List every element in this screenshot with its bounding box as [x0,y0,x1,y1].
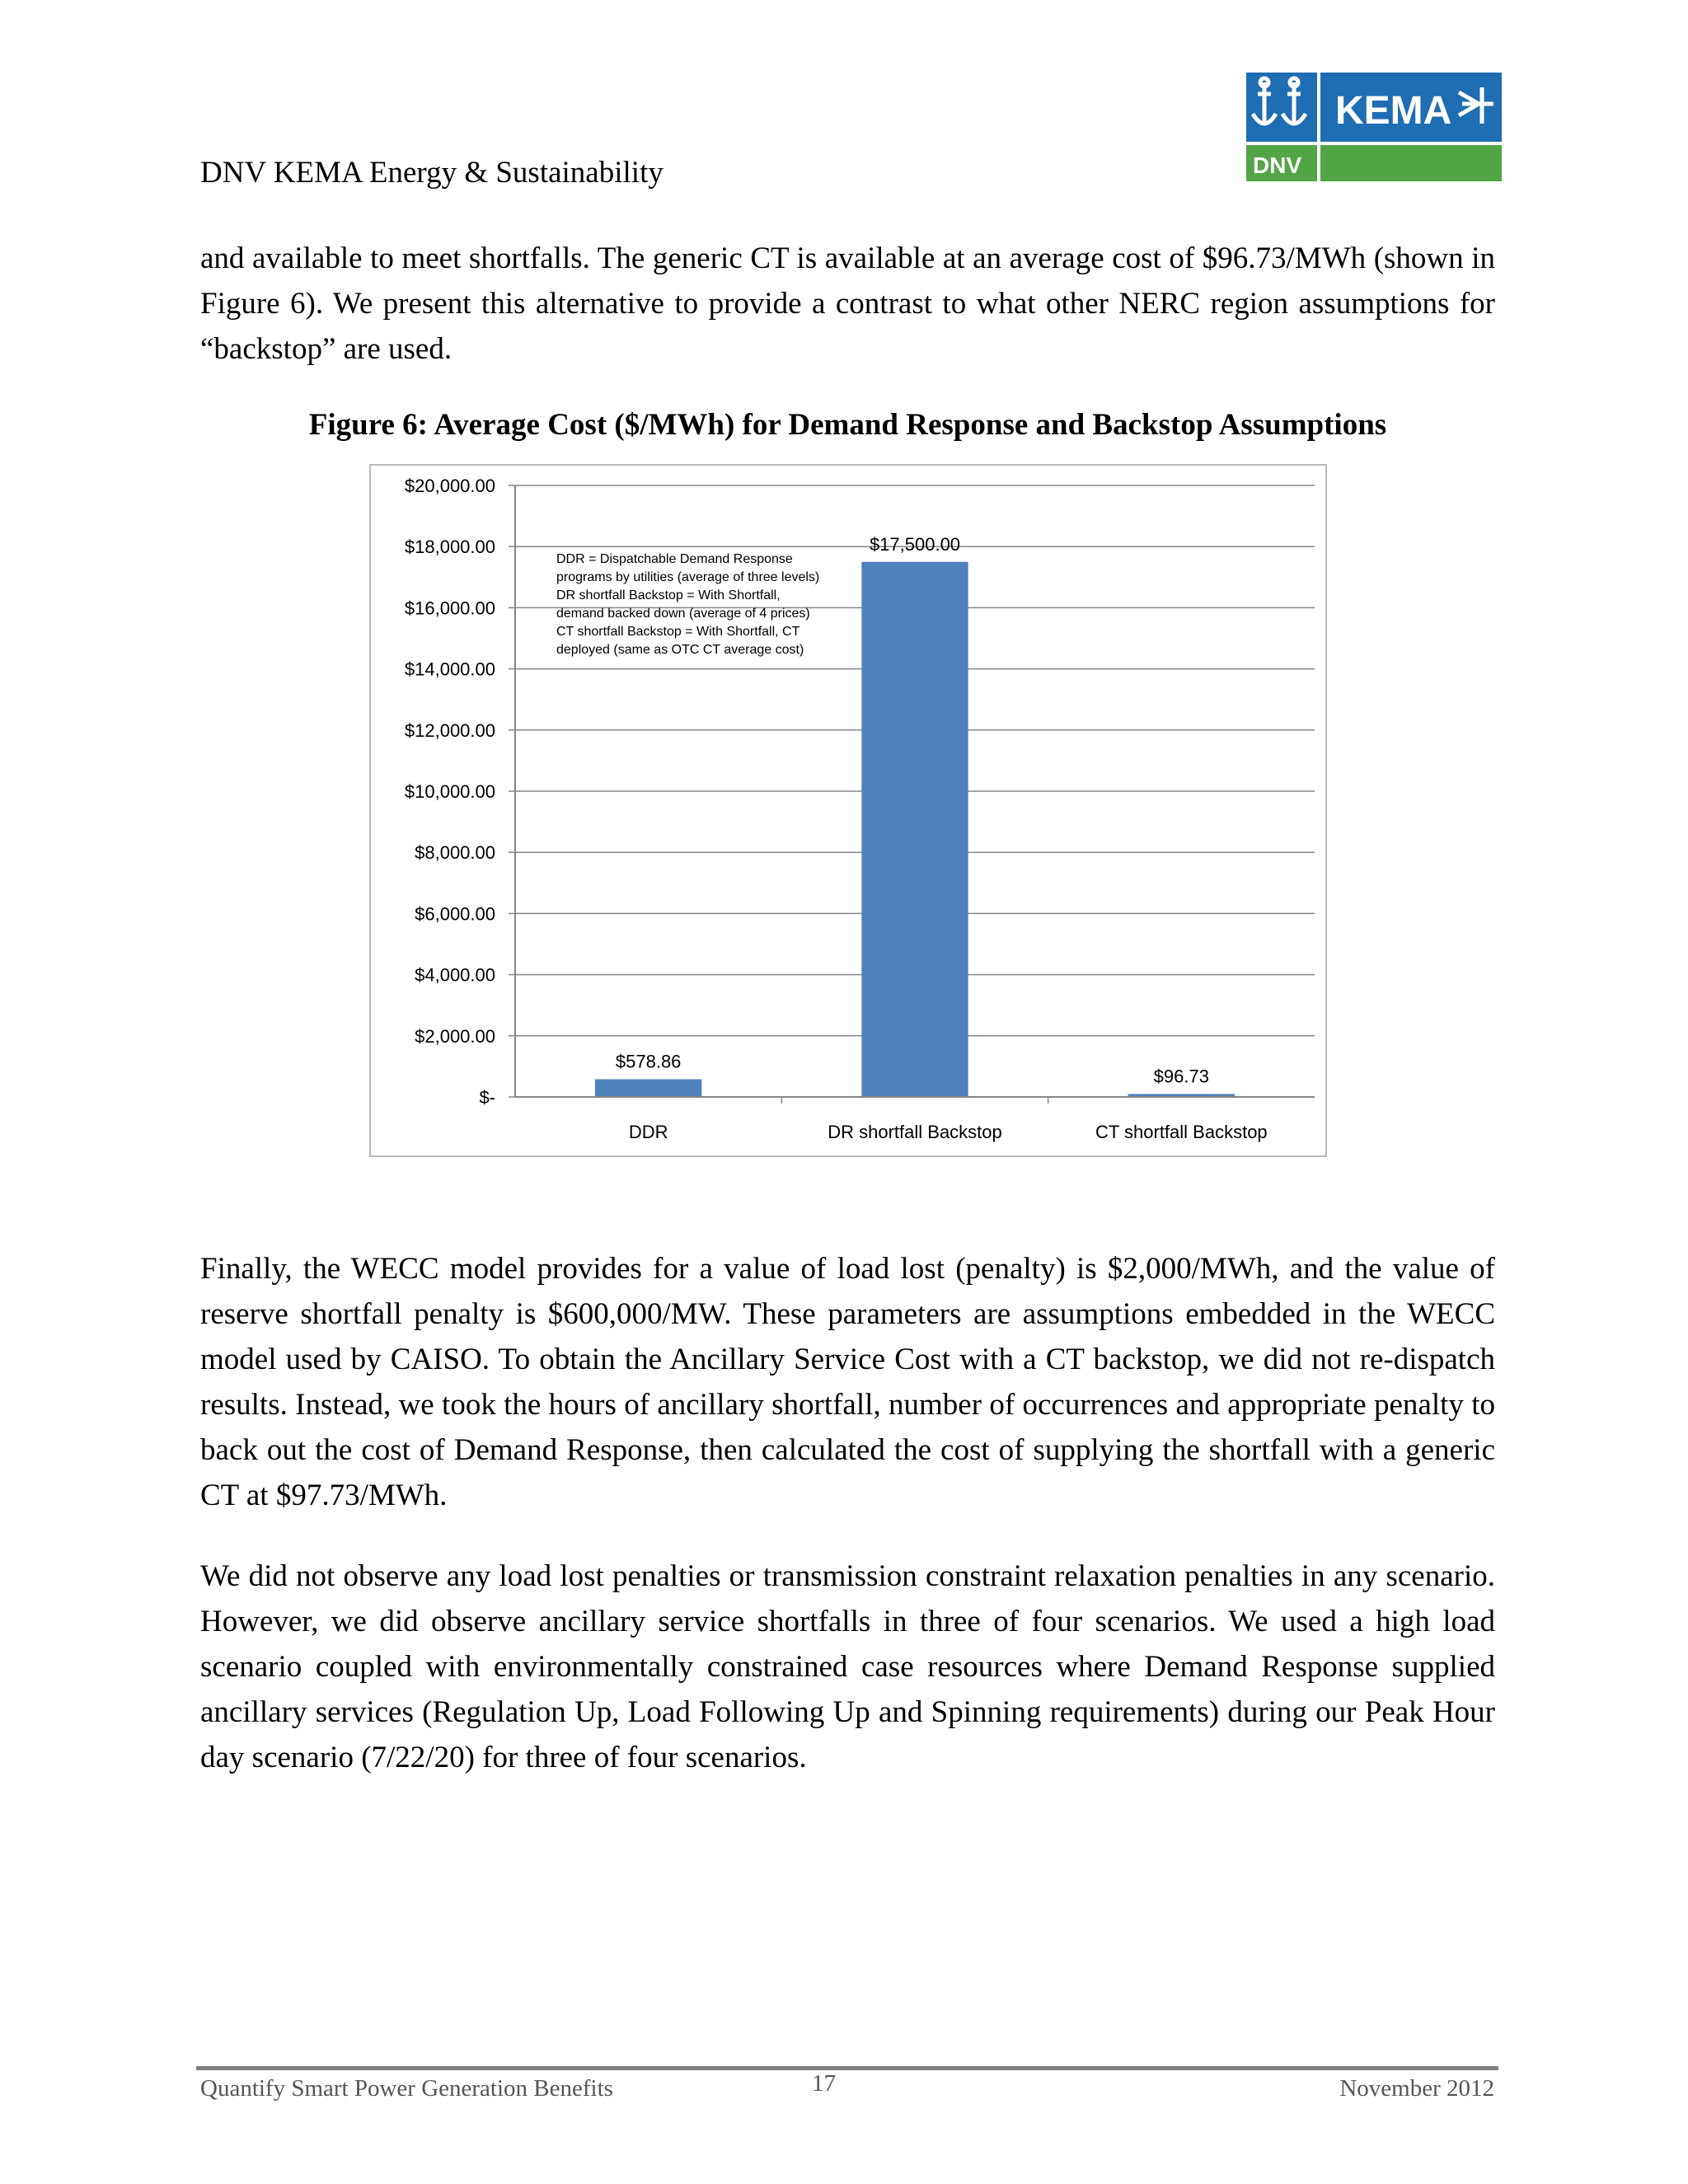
chart-annotation-line-ct: CT shortfall Backstop = With Shortfall, CT deployed (same as OTC CT average cost) [556,625,804,657]
y-tick-label-1: $2,000.00 [415,1025,495,1047]
footer-rule [196,2066,1498,2070]
paragraph-wecc-model [200,1246,1495,1518]
y-tick-label-3: $6,000.00 [415,903,495,925]
y-tick-label-0: $- [479,1087,495,1108]
paragraph-wecc-model-text: Finally, the WECC model provides for a value of load lost (penalty) is $2,000/MWh, and the value of reserve shortfall penalty is $600,000/MW. These parameters are assumptions embedded in the WECC model used by CAISO. To obtain the Ancillary Service Cost with a CT backstop, we did not re-dispatch results. Instead, we took the hours of ancillary shortfall, number of occurrences and appropriate penalty to back out the cost of Demand Response, then calculated the cost of supplying the shortfall with a generic CT at $97.73/MWh. [200,1252,1495,1512]
footer-document-title: Quantify Smart Power Generation Benefits [200,2075,613,2102]
footer-date: November 2012 [1339,2075,1494,2102]
y-tick-label-9: $18,000.00 [404,537,495,558]
bar-1 [861,562,968,1097]
bar-chart-svg [371,466,1325,1155]
x-tick-label-1: DR shortfall Backstop [828,1122,1002,1142]
paragraph-intro-text: and available to meet shortfalls. The generic CT is available at an average cost of $96.73/MWh (shown in Figure 6). We present this alternative to provide a contrast to what other NERC region assumptions for “backstop” are used. [200,241,1495,366]
bar-chart [369,464,1327,1157]
paragraph-intro [200,236,1495,372]
chart-annotation [556,551,828,659]
y-tick-label-5: $10,000.00 [404,781,495,802]
data-label-2: $96.73 [1153,1066,1209,1087]
logo-graphic [1246,73,1502,181]
y-tick-label-6: $12,000.00 [404,719,495,741]
chart-y-tick-labels [405,476,515,1108]
kema-dnv-logo [1246,73,1502,181]
y-tick-label-4: $8,000.00 [415,842,495,864]
data-label-0: $578.86 [615,1051,682,1072]
chart-x-tick-labels [629,1097,1268,1142]
header-company: DNV KEMA Energy & Sustainability [200,156,663,190]
y-tick-label-7: $14,000.00 [404,658,495,680]
data-label-1: $17,500.00 [869,533,961,555]
paragraph-observations [200,1554,1495,1780]
chart-annotation-line-dr: DR shortfall Backstop = With Shortfall, demand backed down (average of 4 prices) [556,588,810,621]
y-tick-label-10: $20,000.00 [404,476,495,496]
figure-caption: Figure 6: Average Cost ($/MWh) for Demand Response and Backstop Assumptions [308,408,1387,442]
footer-page-number: 17 [812,2070,836,2097]
x-tick-label-2: CT shortfall Backstop [1095,1122,1268,1142]
y-tick-label-2: $4,000.00 [415,964,495,986]
x-tick-label-0: DDR [628,1122,668,1142]
chart-annotation-line-ddr: DDR = Dispatchable Demand Response programs by utilities (average of three levels) [556,552,820,584]
logo-dnv-text: DNV [1253,152,1302,178]
paragraph-observations-text: We did not observe any load lost penalties or transmission constraint relaxation penalties in any scenario. However, we did observe ancillary service shortfalls in three of four scenarios. We used a high load scenario coupled with environmentally constrained case resources where Demand Response supplied ancillary services (Regulation Up, Load Following Up and Spinning requirements) during our Peak Hour day scenario (7/22/20) for three of four scenarios. [200,1559,1495,1774]
y-tick-label-8: $16,000.00 [404,598,495,619]
logo-divider [1317,73,1320,181]
bar-0 [595,1080,701,1097]
logo-kema-text: KEMA [1335,89,1452,133]
